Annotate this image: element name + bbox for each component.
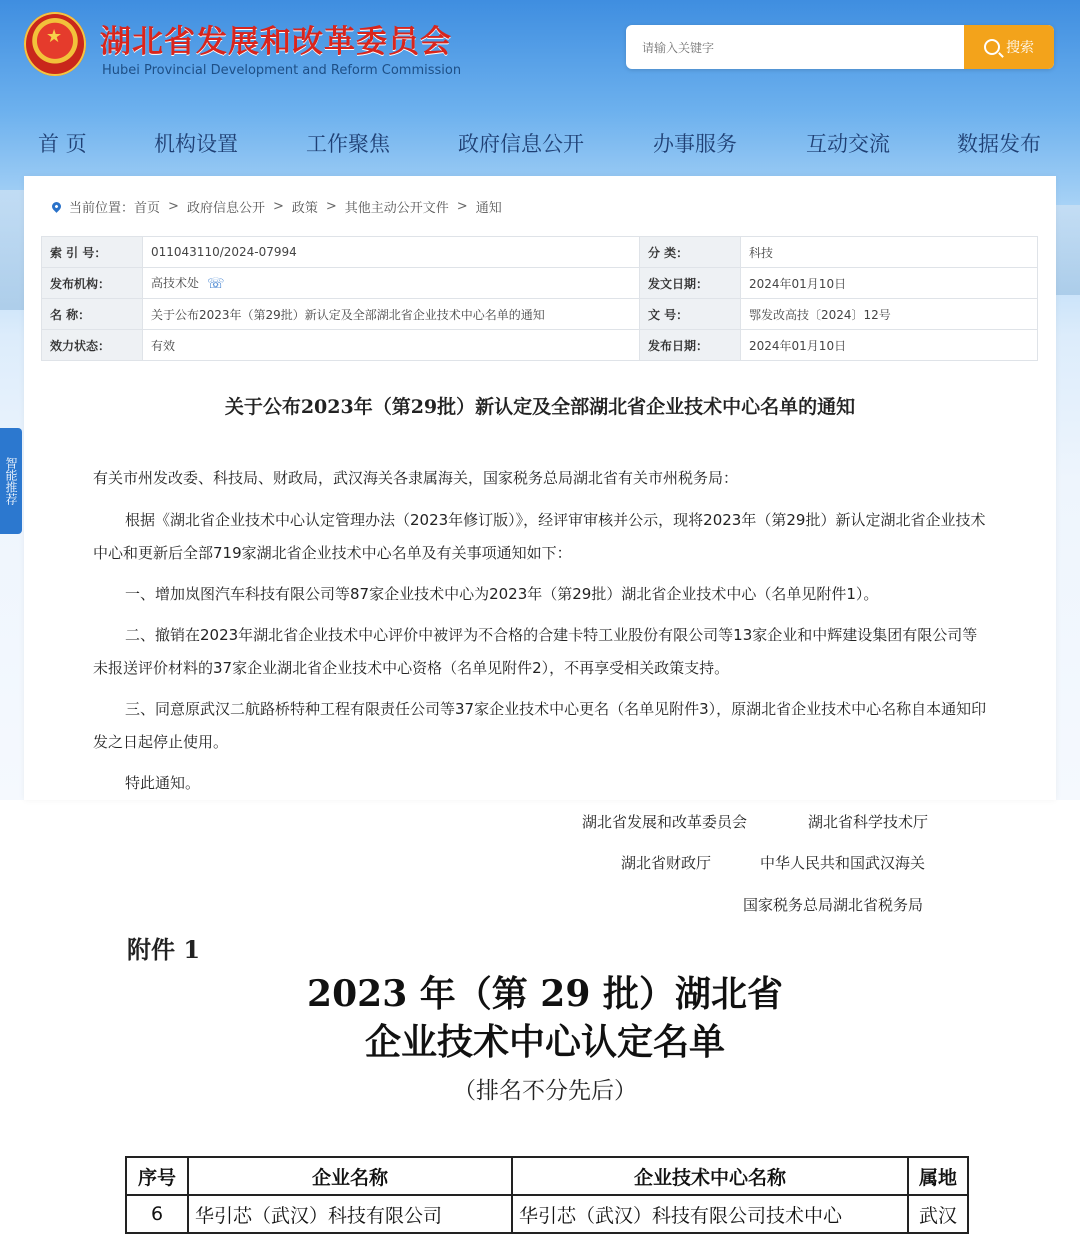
nav-item-interaction[interactable]: 互动交流: [806, 132, 890, 156]
signer: 湖北省财政厅: [621, 854, 712, 872]
table-cell: 华引芯（武汉）科技有限公司: [188, 1195, 512, 1233]
nav-item-gov-info[interactable]: 政府信息公开: [458, 132, 584, 156]
meta-row: [42, 299, 1038, 330]
breadcrumb-separator: >: [456, 199, 468, 214]
article-paragraph: 一、增加岚图汽车科技有限公司等87家企业技术中心为2023年（第29批）湖北省企业技术中心（名单见附件1）。: [125, 585, 879, 603]
signer: 湖北省发展和改革委员会: [582, 813, 748, 831]
table-header-cell: 属地: [908, 1157, 968, 1195]
meta-key: 索 引 号：: [42, 237, 143, 268]
decorative-strip-right: [1054, 205, 1080, 295]
main-nav: [0, 118, 1080, 166]
location-pin-icon: [50, 200, 63, 213]
meta-row: [42, 237, 1038, 268]
breadcrumb-label: 当前位置：: [69, 201, 135, 216]
table-header-cell: 企业名称: [188, 1157, 512, 1195]
signer: 湖北省科学技术厅: [808, 813, 929, 831]
nav-item-organization[interactable]: 机构设置: [154, 132, 238, 156]
attachment-title: 2023 年（第 29 批）湖北省: [307, 973, 783, 1015]
breadcrumb-separator: >: [272, 199, 284, 214]
meta-value: 有效: [143, 330, 640, 361]
article-paragraph: 根据《湖北省企业技术中心认定管理办法（2023年修订版）》，经评审审核并公示，现将2023年（第29批）新认定湖北省企业技术中心和更新后全部719家湖北省企业技术中心名单及有关事项通知如下：: [93, 511, 986, 562]
attachment-label: 附件 1: [127, 935, 201, 964]
table-row: [126, 1195, 968, 1233]
nav-item-services[interactable]: 办事服务: [653, 132, 737, 156]
meta-value: 科技: [741, 237, 1038, 268]
breadcrumb-item[interactable]: 政策: [291, 201, 318, 216]
attachment-title: 企业技术中心认定名单: [364, 1021, 725, 1063]
signer: 中华人民共和国武汉海关: [760, 854, 926, 872]
national-emblem-icon: ★: [24, 12, 86, 76]
search-input[interactable]: [640, 25, 964, 69]
table-cell: 6: [126, 1195, 188, 1233]
meta-key: 发布日期：: [640, 330, 741, 361]
breadcrumb-item[interactable]: 首页: [134, 201, 161, 216]
breadcrumb: [52, 197, 502, 216]
search-box: [626, 25, 1054, 69]
search-button[interactable]: [964, 25, 1054, 69]
table-cell: 华引芯（武汉）科技有限公司技术中心: [512, 1195, 908, 1233]
article-recipients: 有关市州发改委、科技局、财政局，武汉海关各隶属海关，国家税务总局湖北省有关市州税务局：: [93, 469, 739, 487]
table-header-cell: 企业技术中心名称: [512, 1157, 908, 1195]
meta-key: 文 号：: [640, 299, 741, 330]
article-paragraph: 二、撤销在2023年湖北省企业技术中心评价中被评为不合格的合建卡特工业股份有限公司等13家企业和中辉建设集团有限公司等未报送评价材料的37家企业湖北省企业技术中心资格（名单见附件2），不再享受相关政策支持。: [93, 626, 978, 677]
meta-row: [42, 268, 1038, 299]
nav-item-home[interactable]: 首 页: [38, 132, 87, 156]
search-icon: [984, 39, 1000, 55]
site-subtitle: Hubei Provincial Development and Reform Commission: [102, 63, 462, 78]
article-closing: 特此通知。: [125, 774, 201, 792]
table-header-row: [126, 1157, 968, 1195]
document-meta-table: [41, 236, 1038, 361]
attachment-note: （排名不分先后）: [453, 1078, 637, 1104]
search-button-label: 搜索: [1006, 40, 1034, 56]
site-title[interactable]: 湖北省发展和改革委员会: [100, 24, 452, 60]
nav-item-data[interactable]: 数据发布: [957, 132, 1041, 156]
phone-icon[interactable]: ☏: [207, 275, 225, 292]
meta-value: 2024年01月10日: [741, 268, 1038, 299]
breadcrumb-item[interactable]: 通知: [475, 201, 502, 216]
decorative-strip-left: [0, 190, 24, 310]
meta-value: 关于公布2023年（第29批）新认定及全部湖北省企业技术中心名单的通知: [143, 299, 640, 330]
breadcrumb-item[interactable]: 政府信息公开: [186, 201, 265, 216]
signer: 国家税务总局湖北省税务局: [743, 896, 924, 914]
meta-key: 发文日期：: [640, 268, 741, 299]
meta-value-issuer: [143, 268, 640, 299]
attachment-table: [125, 1156, 969, 1234]
meta-key: 分 类：: [640, 237, 741, 268]
table-cell: 武汉: [908, 1195, 968, 1233]
article-title: 关于公布2023年（第29批）新认定及全部湖北省企业技术中心名单的通知: [224, 396, 856, 418]
meta-value: 鄂发改高技〔2024〕12号: [741, 299, 1038, 330]
table-header-cell: 序号: [126, 1157, 188, 1195]
breadcrumb-separator: >: [325, 199, 337, 214]
meta-key: 发布机构：: [42, 268, 143, 299]
meta-key: 名 称：: [42, 299, 143, 330]
meta-value: 2024年01月10日: [741, 330, 1038, 361]
meta-key: 效力状态：: [42, 330, 143, 361]
issuer-name: 高技术处: [151, 276, 200, 291]
smart-recommend-tab[interactable]: 智能推荐: [0, 428, 22, 534]
breadcrumb-separator: >: [168, 199, 179, 214]
breadcrumb-item[interactable]: 其他主动公开文件: [344, 201, 449, 216]
meta-value: 011043110/2024-07994: [143, 237, 640, 268]
nav-item-work-focus[interactable]: 工作聚焦: [306, 132, 390, 156]
meta-row: [42, 330, 1038, 361]
article-paragraph: 三、同意原武汉二航路桥特种工程有限责任公司等37家企业技术中心更名（名单见附件3），原湖北省企业技术中心名称自本通知印发之日起停止使用。: [93, 700, 987, 751]
